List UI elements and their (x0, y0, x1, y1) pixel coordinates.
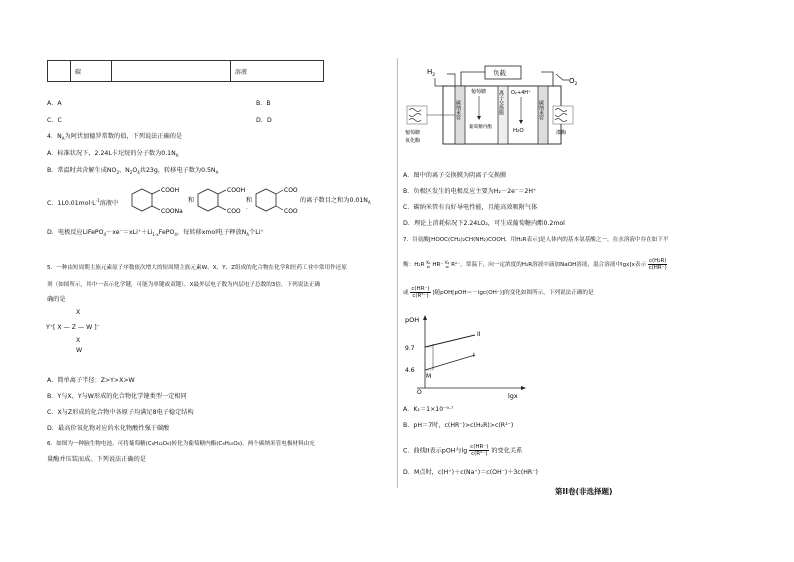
q4-option-c: C．$1L0.01mol\cdot L^{-1}$溶液中 (47, 198, 119, 208)
q5-stem-line3: 确的是 (47, 296, 66, 303)
struct-w: W (76, 347, 83, 354)
q4-option-a: A．标准状况下，2.24L卡坨烷的分子数为$0.1N_A$ (47, 150, 179, 159)
phthalate-sodium-structure (132, 187, 183, 215)
h2o-label: H₂O (513, 128, 524, 134)
benzene-structures (128, 183, 298, 219)
option-c: C．C (47, 117, 62, 124)
o2-4h-label: O₂+4H⁺ (511, 90, 531, 96)
bio-cell-diagram (403, 60, 578, 168)
and-text: 和 (188, 197, 195, 204)
q4-stem: 4．$N_A$为阿伏加德罗常数的值，下列说法正确的是 (47, 133, 183, 142)
struct-x-bottom: X (76, 337, 81, 344)
q5-option-c: C．X与Z形成的化合物中各原子均满足8电子稳定结构 (47, 409, 194, 416)
coo-label: COO (227, 208, 241, 215)
answer-table (47, 60, 324, 82)
q5-option-a: A．简单离子半径：Z>Y>X>W (47, 377, 135, 384)
y-tick-46: 4.6 (405, 367, 415, 374)
left-tube-label: 碳纳米管 (455, 100, 461, 120)
q4-option-b: B．常温时共含解生成$NO_2$、$N_2O_4$共23g，转移电子数为$0.5N_A$ (47, 167, 219, 176)
q7-stem-line2: 衡：H₂R K₁ ⇌ HR⁻ K₂ ⇌ R²⁻。常温下，向一定浓度的H₂R溶液中滴加NaOH溶液，混合溶液中lgx[x表示 $\frac{\text{c(H₂R)}}{c(HR^-)}$ (403, 258, 667, 271)
load-label: 负载 (493, 69, 506, 77)
cooh-label: COOH (227, 187, 246, 194)
y-axis-label: pOH (405, 316, 420, 324)
q6-stem-line2: 量酶并压装而成。下列说法正确的是 (47, 456, 146, 463)
q5-stem-line1: 5．一种由短周期主族元素原子序数依次增大的短周期主族元素W、X、Y、Z组成的化合物在化学和医药工业中常用作还原 (47, 265, 347, 271)
q7-stem-line1: 7．谷氨酸[HOOC(CH₂)₂CH(NH₂)COOH，用H₂R表示]是人体内的基本氨基酸之一，在水溶液中存在如下平 (403, 237, 669, 243)
option-b: B．B (256, 100, 271, 107)
q6-option-c: C．碳纳米管有良好导电性能，且能高效吸附气体 (403, 204, 538, 211)
phthalate-structure (256, 187, 298, 215)
o2-label: $O_2$ (569, 77, 578, 87)
table-cell: 溶液 (231, 61, 324, 82)
table-cell (112, 61, 231, 82)
section-title: 第II卷(非选择题) (555, 487, 613, 496)
curve-i (425, 355, 475, 370)
q6-option-b: B．负极区发生的电极反应主要为H₂－2e⁻＝2H⁺ (403, 188, 537, 195)
curve-i-label: I (473, 352, 475, 359)
coo-label: COO (284, 187, 298, 194)
x-axis-label: lgx (508, 392, 518, 400)
membrane-label: 离子交换膜 (498, 90, 504, 115)
q7-option-b: B．pH＝7时，c(HR⁻)>c(H₂R)>c(R²⁻) (403, 422, 514, 429)
coo-label: COO (284, 208, 298, 215)
hydrogen-phthalate-structure (198, 187, 248, 215)
q7-option-d: D．M点时，c(H⁺)＋c(Na⁺)＝c(OH⁻)＋3c(HR⁻) (403, 469, 538, 476)
glucose-label: 葡萄糖 (471, 89, 487, 95)
struct-x-top: X (76, 309, 81, 316)
q5-stem-line2: 剂（如图所示，其中一表示化学键，可能为单键或双键）。X最外层电子数为内层电子总数的3倍，下列说法正确 (47, 282, 321, 288)
and-text: 和 (246, 197, 253, 204)
enzyme-left-label1: 葡萄糖 (405, 130, 421, 136)
minus-sign: - (246, 206, 248, 211)
q4-option-c-end: 的离子数目之和为$0.01N_A$ (300, 197, 371, 206)
q7-option-c: C．曲线II表示pOH与lg $\frac{c(HR^-)}{\text{c(R²⁻)}}$ 的变化关系 (403, 444, 523, 457)
column-divider (397, 58, 398, 488)
option-d: D．D (256, 117, 272, 124)
q5-option-d: D．最高价氧化物对应的水化物酸性强于碳酸 (47, 425, 170, 432)
table-cell (48, 61, 71, 82)
q6-option-d: D．理论上消耗标况下2.24LO₂，可生成葡萄糖内酯0.2mol (403, 220, 565, 227)
q7-stem-line3: 或 $\frac{c(HR^-)}{\text{c(R²⁻)}}$ ]随pOH[pOH＝－lgc(OH⁻)]的变化如图所示。下列说法正确的是 (403, 286, 594, 299)
curve-ii (425, 335, 475, 347)
poh-graph (403, 310, 533, 402)
struct-formula: Y⁺[ X — Z — W ]⁻ (46, 324, 100, 331)
q6-stem-line1: 6．如图为一种脑生物电池，可将葡萄糖(C₆H₁₂O₆)转化为葡萄糖内酯(C₆H₁₀O₆)，两个碳纳米管电极材料由充 (47, 441, 315, 447)
q6-option-a: A．图中的离子交换膜为阴离子交换膜 (403, 172, 507, 179)
enzyme-right-label: 漆酶 (556, 130, 567, 136)
right-tube-label: 碳纳米管 (538, 100, 544, 120)
q7-option-a: A．K₁＝1×10⁻⁹·⁷ (403, 406, 454, 413)
h2-label: $H_2$ (427, 68, 436, 78)
point-m-label: M (426, 373, 432, 380)
table-cell: 碳 (71, 61, 112, 82)
option-a: A．A (47, 100, 62, 107)
enzyme-left-label2: 氧化酶 (405, 138, 421, 144)
y-tick-97: 9.7 (405, 345, 415, 352)
coona-label: COONa (161, 208, 183, 215)
lactone-label: 葡萄糖内酯 (469, 125, 492, 130)
origin-label: O (417, 389, 422, 396)
cooh-label: COOH (161, 187, 180, 194)
curve-ii-label: II (477, 331, 481, 338)
q5-option-b: B．Y与X、Y与W形成的化合物化学键类型一定相同 (47, 393, 187, 400)
q4-option-d: D．电极反应$LiFePO_4-xe^-=xLi^++Li_{1-x}FePO_4$，每转移xmol电子释放$N_A$个Li⁺ (47, 229, 264, 238)
